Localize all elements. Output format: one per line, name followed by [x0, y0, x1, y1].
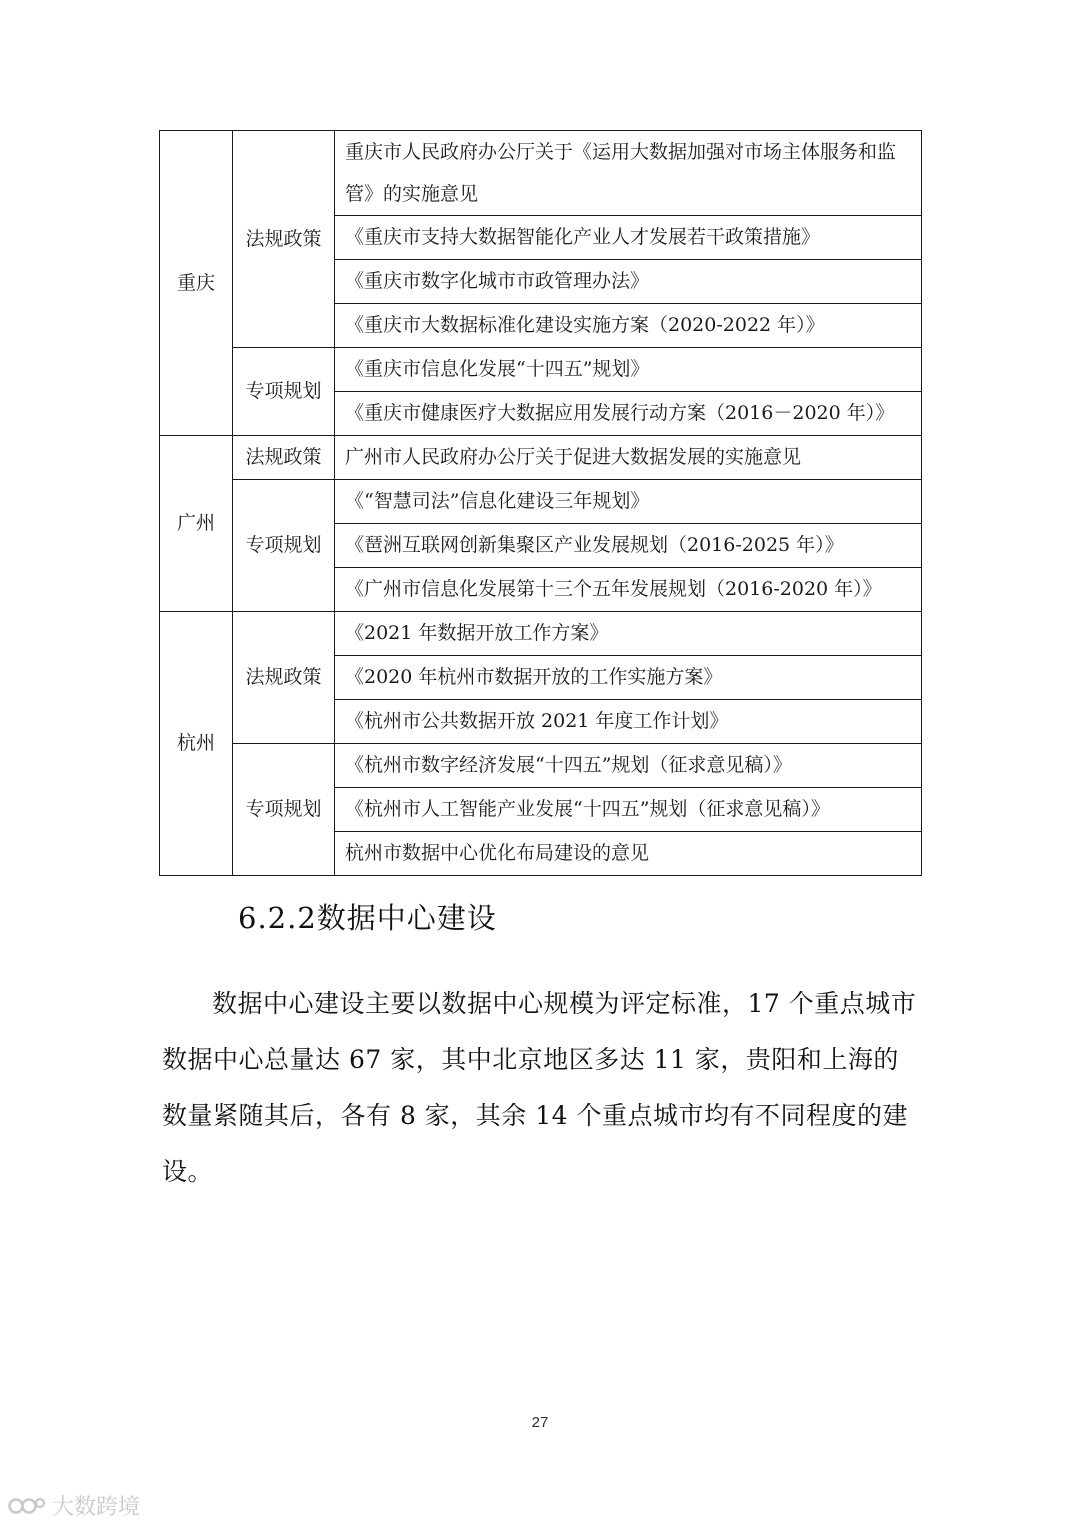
- table-row: [160, 436, 922, 480]
- policy-item: 《重庆市大数据标准化建设实施方案（2020-2022 年）》: [335, 304, 922, 348]
- policy-item: 《重庆市健康医疗大数据应用发展行动方案（2016－2020 年）》: [335, 392, 922, 436]
- policy-item: 杭州市数据中心优化布局建设的意见: [335, 832, 922, 876]
- policy-item: 《2020 年杭州市数据开放的工作实施方案》: [335, 656, 922, 700]
- table-row: [160, 744, 922, 788]
- policy-item: 重庆市人民政府办公厅关于《运用大数据加强对市场主体服务和监管》的实施意见: [335, 131, 922, 216]
- policy-item: 《重庆市数字化城市市政管理办法》: [335, 260, 922, 304]
- city-cell: 杭州: [160, 612, 233, 876]
- watermark: [8, 1490, 140, 1521]
- policy-item: 《杭州市人工智能产业发展“十四五”规划（征求意见稿）》: [335, 788, 922, 832]
- policy-item: 《杭州市公共数据开放 2021 年度工作计划》: [335, 700, 922, 744]
- policy-table: [159, 130, 922, 876]
- watermark-text: 大数跨境: [52, 1495, 141, 1520]
- table-row: [160, 480, 922, 524]
- table-row: [160, 348, 922, 392]
- table-row: [160, 131, 922, 216]
- category-cell: 专项规划: [233, 480, 335, 612]
- body-paragraph: 数据中心建设主要以数据中心规模为评定标准，17 个重点城市数据中心总量达 67 家，其中北京地区多达 11 家，贵阳和上海的数量紧随其后，各有 8 家，其余 14 个重点城市均有不同程度的建设。: [162, 989, 917, 1186]
- policy-item: 《重庆市信息化发展“十四五”规划》: [335, 348, 922, 392]
- category-cell: 法规政策: [233, 436, 335, 480]
- section-heading: 6.2.2数据中心建设: [238, 901, 497, 935]
- policy-item: 《杭州市数字经济发展“十四五”规划（征求意见稿）》: [335, 744, 922, 788]
- policy-item: 《2021 年数据开放工作方案》: [335, 612, 922, 656]
- policy-item: 《重庆市支持大数据智能化产业人才发展若干政策措施》: [335, 216, 922, 260]
- policy-item: 《“智慧司法”信息化建设三年规划》: [335, 480, 922, 524]
- page-number: 27: [531, 1414, 549, 1431]
- city-cell: 重庆: [160, 131, 233, 436]
- category-cell: 专项规划: [233, 744, 335, 876]
- category-cell: 法规政策: [233, 612, 335, 744]
- brand-logo-icon: [8, 1495, 46, 1517]
- policy-item: 《广州市信息化发展第十三个五年发展规划（2016-2020 年）》: [335, 568, 922, 612]
- policy-item: 《琶洲互联网创新集聚区产业发展规划（2016-2025 年）》: [335, 524, 922, 568]
- policy-item: 广州市人民政府办公厅关于促进大数据发展的实施意见: [335, 436, 922, 480]
- category-cell: 专项规划: [233, 348, 335, 436]
- table-row: [160, 612, 922, 656]
- city-cell: 广州: [160, 436, 233, 612]
- category-cell: 法规政策: [233, 131, 335, 348]
